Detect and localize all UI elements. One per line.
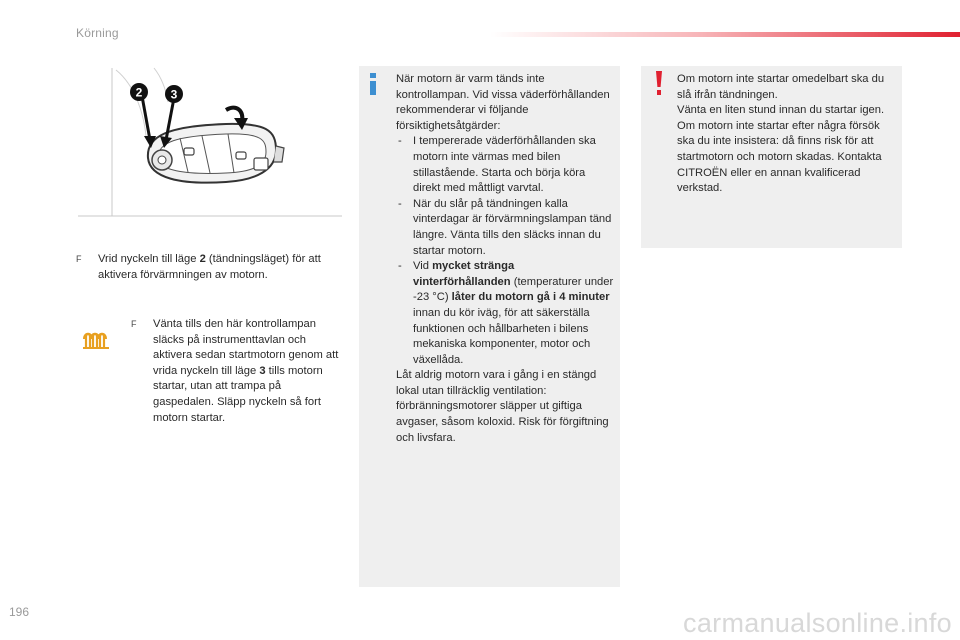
list-item-emphasis: mycket stränga vinterförhållanden <box>413 260 515 288</box>
step-text-part: Vrid nyckeln till läge <box>98 253 200 265</box>
step-text-part: (tändningsläget) för att aktivera förvärmningen av motorn. <box>98 253 321 281</box>
list-item-text: I tempererade väderförhållanden ska motorn inte värmas med bilen stillastående. Starta och börja köra direkt med måttligt varvtal. <box>413 135 596 195</box>
step-turn-key-text <box>76 252 340 283</box>
section-title: Körning <box>76 26 119 40</box>
info-icon <box>367 72 379 96</box>
step-turn-key <box>76 252 340 283</box>
info-box <box>359 66 620 587</box>
list-item-text: (temperaturer under -23 °C) <box>413 275 614 304</box>
step-text-part: Vänta tills den här kontrollampan släcks på instrumenttavlan och aktivera sedan startmotorn genom att vrida nyckeln till läge <box>153 318 339 377</box>
page-number: 196 <box>9 605 30 619</box>
header-accent-bar <box>490 32 960 37</box>
warning-paragraph-1: Om motorn inte startar omedelbart ska du slå ifrån tändningen. <box>677 73 885 101</box>
list-item-text: innan du kör iväg, för att säkerställa funktionen och hållbarheten i bilens mekaniska komponenter, motor och växellåda. <box>413 306 591 366</box>
list-item <box>396 134 614 196</box>
step-wait-text <box>131 317 343 426</box>
info-list <box>396 134 614 368</box>
watermark: carmanualsonline.info <box>683 608 952 638</box>
step-text-part: tills motorn startar, utan att trampa på gaspedalen. Släpp nyckeln så fort motorn startar. <box>153 364 323 424</box>
warning-paragraph-2: Vänta en liten stund innan du startar igen. Om motorn inte startar efter några försök ska du inte insistera: då finns risk för att startmotorn och motorn skadas. Kontakta CITROËN eller en annan kvalificerad verkstad. <box>677 104 885 195</box>
list-item-text: När du slår på tändningen kalla vinterdagar är förvärmningslampan tänd längre. Vänta tills den släcks innan du startar motorn. <box>413 197 612 257</box>
warning-box <box>641 66 902 248</box>
key-ignition-drawing <box>76 66 344 242</box>
list-dash: - <box>398 135 402 148</box>
list-item-text: Vid <box>413 260 433 273</box>
dashboard-contour <box>116 70 146 136</box>
step-marker: F <box>131 319 137 329</box>
info-closing: Låt aldrig motorn vara i gång i en stängd lokal utan tillräcklig ventilation: förbränningsmotorer släpper ut giftiga avgaser, såsom koloxid. Risk för förgiftning och livsfara. <box>396 369 609 444</box>
warning-content <box>677 72 899 197</box>
step-marker: F <box>76 254 82 264</box>
callout-label-b: 3 <box>170 87 178 102</box>
list-item-emphasis: låter du motorn gå i 4 minuter <box>451 291 610 304</box>
callout-label-a: 2 <box>135 85 143 100</box>
key-ignition-illustration <box>76 66 344 242</box>
list-item <box>396 259 614 368</box>
key-position-3: 3 <box>259 364 266 377</box>
step-wait-for-lamp <box>131 317 343 426</box>
key-position-2: 2 <box>199 253 206 265</box>
list-dash: - <box>398 260 402 273</box>
list-item <box>396 197 614 259</box>
info-content <box>396 72 614 446</box>
list-dash: - <box>398 197 402 210</box>
glow-plug-preheat-icon <box>83 331 111 351</box>
warning-exclamation-icon <box>654 70 664 96</box>
info-intro: När motorn är varm tänds inte kontrollampan. Vid vissa väderförhållanden rekommenderar vi följande försiktighetsåtgärder: <box>396 73 610 132</box>
